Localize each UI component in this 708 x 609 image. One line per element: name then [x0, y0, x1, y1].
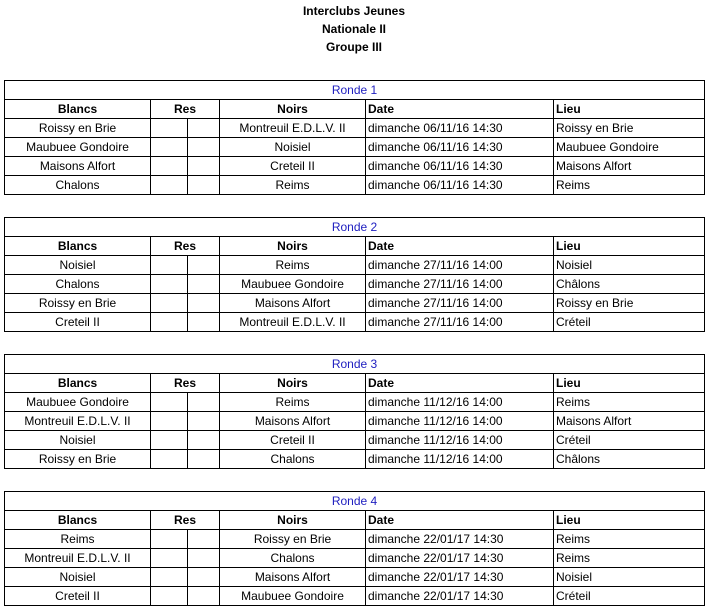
result-black — [188, 412, 220, 431]
table-row — [5, 176, 705, 195]
column-header-blancs: Blancs — [5, 100, 151, 119]
white-team: Noisiel — [5, 431, 151, 450]
result-white — [151, 568, 188, 587]
result-white — [151, 313, 188, 332]
division-title: Nationale II — [321, 22, 386, 36]
black-team: Reims — [220, 176, 366, 195]
black-team: Maisons Alfort — [220, 412, 366, 431]
round-title: Ronde 4 — [5, 492, 705, 511]
black-team: Chalons — [220, 549, 366, 568]
match-date: dimanche 06/11/16 14:30 — [366, 138, 554, 157]
match-venue: Roissy en Brie — [554, 294, 705, 313]
white-team: Creteil II — [5, 313, 151, 332]
result-white — [151, 119, 188, 138]
column-header-res: Res — [151, 237, 220, 256]
match-venue: Châlons — [554, 450, 705, 469]
white-team: Montreuil E.D.L.V. II — [5, 412, 151, 431]
column-header-blancs: Blancs — [5, 511, 151, 530]
result-white — [151, 256, 188, 275]
match-venue: Reims — [554, 393, 705, 412]
black-team: Maisons Alfort — [220, 568, 366, 587]
white-team: Chalons — [5, 275, 151, 294]
column-header-lieu: Lieu — [554, 100, 705, 119]
match-date: dimanche 22/01/17 14:30 — [366, 568, 554, 587]
white-team: Maubuee Gondoire — [5, 393, 151, 412]
result-black — [188, 138, 220, 157]
match-date: dimanche 11/12/16 14:00 — [366, 431, 554, 450]
match-date: dimanche 27/11/16 14:00 — [366, 256, 554, 275]
match-date: dimanche 06/11/16 14:30 — [366, 157, 554, 176]
black-team: Chalons — [220, 450, 366, 469]
black-team: Creteil II — [220, 431, 366, 450]
result-black — [188, 313, 220, 332]
column-header-res: Res — [151, 100, 220, 119]
table-row — [5, 450, 705, 469]
table-row — [5, 138, 705, 157]
round-title: Ronde 3 — [5, 355, 705, 374]
match-date: dimanche 06/11/16 14:30 — [366, 176, 554, 195]
table-row — [5, 294, 705, 313]
table-row — [5, 119, 705, 138]
table-row — [5, 568, 705, 587]
match-venue: Créteil — [554, 431, 705, 450]
column-header-noirs: Noirs — [220, 237, 366, 256]
table-row — [5, 256, 705, 275]
result-white — [151, 294, 188, 313]
result-black — [188, 393, 220, 412]
white-team: Creteil II — [5, 587, 151, 606]
column-header-res: Res — [151, 374, 220, 393]
black-team: Maubuee Gondoire — [220, 275, 366, 294]
match-date: dimanche 06/11/16 14:30 — [366, 119, 554, 138]
table-row — [5, 587, 705, 606]
white-team: Roissy en Brie — [5, 294, 151, 313]
result-black — [188, 294, 220, 313]
result-black — [188, 568, 220, 587]
result-black — [188, 157, 220, 176]
match-venue: Noisiel — [554, 256, 705, 275]
white-team: Maubuee Gondoire — [5, 138, 151, 157]
match-venue: Châlons — [554, 275, 705, 294]
result-white — [151, 393, 188, 412]
white-team: Maisons Alfort — [5, 157, 151, 176]
result-white — [151, 431, 188, 450]
page-header — [0, 2, 708, 56]
column-header-date: Date — [366, 237, 554, 256]
black-team: Creteil II — [220, 157, 366, 176]
column-header-blancs: Blancs — [5, 374, 151, 393]
column-header-lieu: Lieu — [554, 511, 705, 530]
round-title: Ronde 2 — [5, 218, 705, 237]
black-team: Maubuee Gondoire — [220, 587, 366, 606]
column-header-res: Res — [151, 511, 220, 530]
match-date: dimanche 11/12/16 14:00 — [366, 450, 554, 469]
result-black — [188, 176, 220, 195]
white-team: Roissy en Brie — [5, 450, 151, 469]
competition-title: Interclubs Jeunes — [302, 4, 406, 18]
table-row — [5, 431, 705, 450]
column-header-date: Date — [366, 100, 554, 119]
match-date: dimanche 27/11/16 14:00 — [366, 313, 554, 332]
match-date: dimanche 27/11/16 14:00 — [366, 294, 554, 313]
result-black — [188, 431, 220, 450]
table-row — [5, 313, 705, 332]
black-team: Roissy en Brie — [220, 530, 366, 549]
table-row — [5, 549, 705, 568]
match-venue: Noisiel — [554, 568, 705, 587]
result-white — [151, 138, 188, 157]
table-row — [5, 412, 705, 431]
result-black — [188, 549, 220, 568]
result-white — [151, 275, 188, 294]
result-black — [188, 275, 220, 294]
match-venue: Reims — [554, 530, 705, 549]
match-date: dimanche 22/01/17 14:30 — [366, 549, 554, 568]
result-white — [151, 176, 188, 195]
match-date: dimanche 11/12/16 14:00 — [366, 412, 554, 431]
match-venue: Maisons Alfort — [554, 412, 705, 431]
column-header-noirs: Noirs — [220, 100, 366, 119]
black-team: Reims — [220, 393, 366, 412]
round-table — [4, 491, 705, 606]
result-black — [188, 119, 220, 138]
match-venue: Roissy en Brie — [554, 119, 705, 138]
black-team: Maisons Alfort — [220, 294, 366, 313]
match-venue: Maubuee Gondoire — [554, 138, 705, 157]
result-black — [188, 450, 220, 469]
white-team: Reims — [5, 530, 151, 549]
column-header-lieu: Lieu — [554, 374, 705, 393]
result-black — [188, 587, 220, 606]
black-team: Noisiel — [220, 138, 366, 157]
black-team: Reims — [220, 256, 366, 275]
round-table — [4, 80, 705, 195]
table-row — [5, 530, 705, 549]
result-white — [151, 450, 188, 469]
column-header-blancs: Blancs — [5, 237, 151, 256]
table-row — [5, 275, 705, 294]
table-row — [5, 157, 705, 176]
match-date: dimanche 22/01/17 14:30 — [366, 530, 554, 549]
match-date: dimanche 22/01/17 14:30 — [366, 587, 554, 606]
match-venue: Maisons Alfort — [554, 157, 705, 176]
match-venue: Créteil — [554, 313, 705, 332]
white-team: Noisiel — [5, 256, 151, 275]
result-white — [151, 530, 188, 549]
match-venue: Reims — [554, 549, 705, 568]
column-header-lieu: Lieu — [554, 237, 705, 256]
black-team: Montreuil E.D.L.V. II — [220, 119, 366, 138]
table-row — [5, 393, 705, 412]
result-white — [151, 412, 188, 431]
result-white — [151, 157, 188, 176]
column-header-noirs: Noirs — [220, 511, 366, 530]
white-team: Roissy en Brie — [5, 119, 151, 138]
match-venue: Reims — [554, 176, 705, 195]
black-team: Montreuil E.D.L.V. II — [220, 313, 366, 332]
result-white — [151, 549, 188, 568]
result-black — [188, 256, 220, 275]
column-header-date: Date — [366, 374, 554, 393]
round-table — [4, 217, 705, 332]
match-venue: Créteil — [554, 587, 705, 606]
round-title: Ronde 1 — [5, 81, 705, 100]
column-header-date: Date — [366, 511, 554, 530]
group-title: Groupe III — [325, 40, 382, 54]
column-header-noirs: Noirs — [220, 374, 366, 393]
match-date: dimanche 27/11/16 14:00 — [366, 275, 554, 294]
round-table — [4, 354, 705, 469]
white-team: Noisiel — [5, 568, 151, 587]
result-white — [151, 587, 188, 606]
result-black — [188, 530, 220, 549]
match-date: dimanche 11/12/16 14:00 — [366, 393, 554, 412]
white-team: Chalons — [5, 176, 151, 195]
white-team: Montreuil E.D.L.V. II — [5, 549, 151, 568]
